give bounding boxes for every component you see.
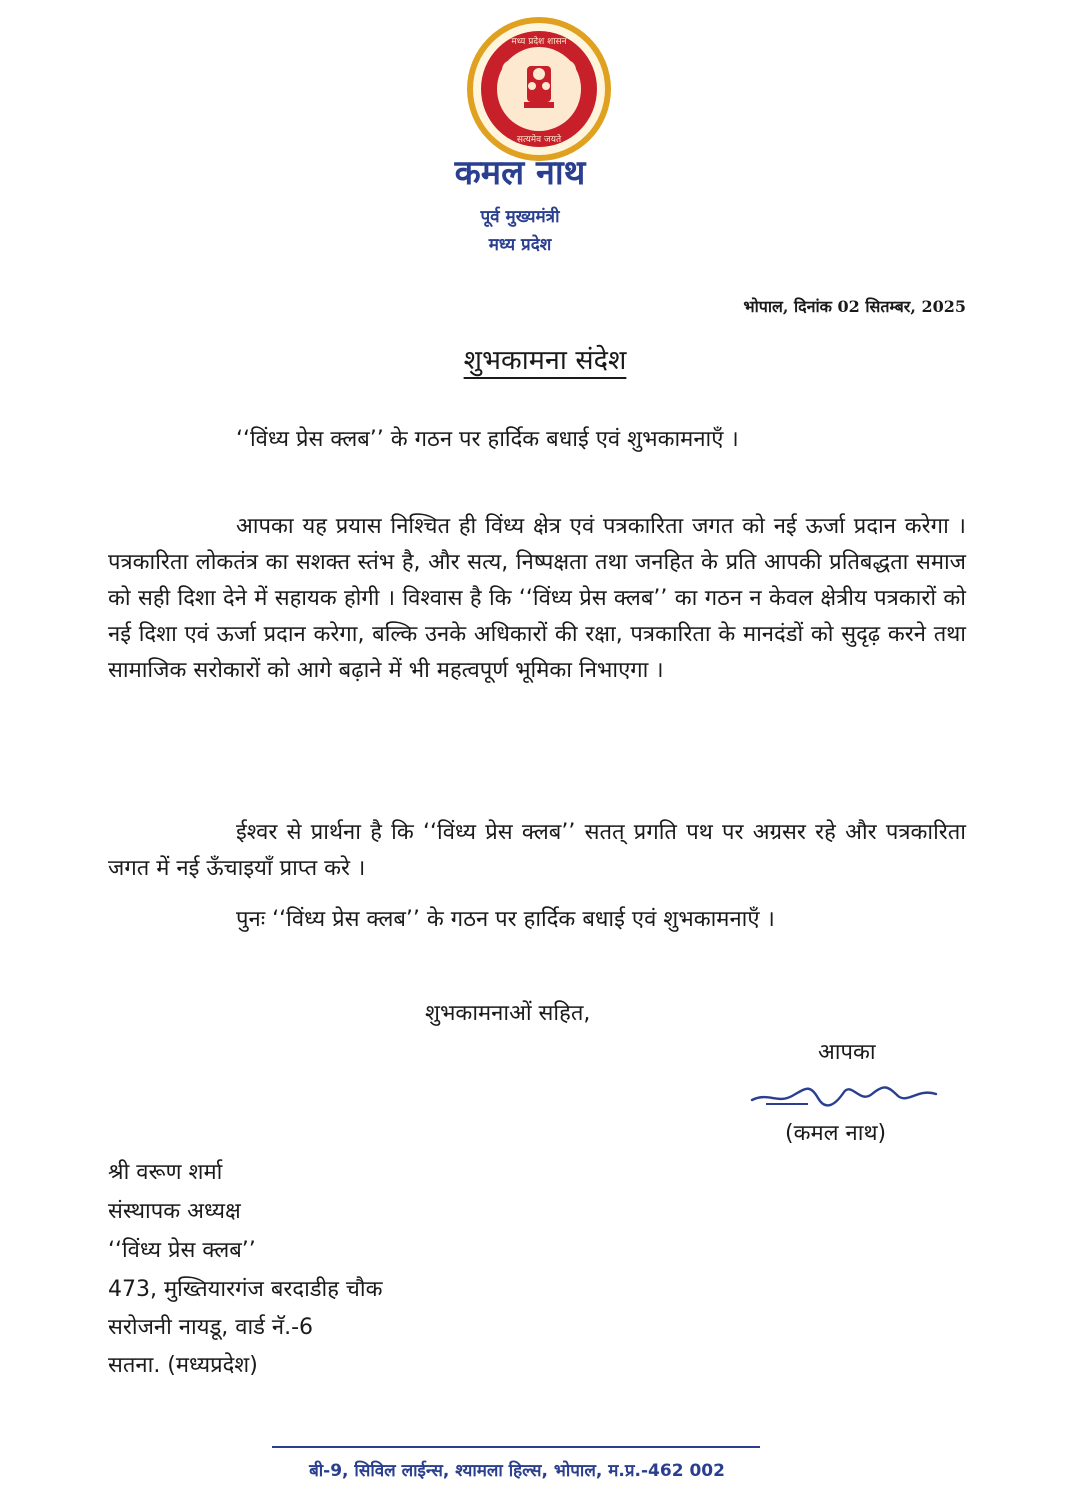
- paragraph-2: आपका यह प्रयास निश्चित ही विंध्य क्षेत्र एवं पत्रकारिता जगत को नई ऊर्जा प्रदान करेगा । पत्रकारिता लोकतंत्र का सशक्त स्तंभ है, और सत्य, निष्पक्षता तथा जनहित के प्रति आपकी प्रतिबद्धता समाज को सही दिशा देने में सहायक होगी । विश्वास है कि ‘‘विंध्य प्रेस क्लब’’ का गठन न केवल क्षेत्रीय पत्रकारों को नई दिशा एवं ऊर्जा प्रदान करेगा, बल्कि उनके अधिकारों की रक्षा, पत्रकारिता के मानदंडों को सुदृढ़ करने तथा सामाजिक सरोकारों को आगे बढ़ाने में भी महत्वपूर्ण भूमिका निभाएगा ।: [108, 514, 966, 683]
- paragraph-3: ईश्वर से प्रार्थना है कि ‘‘विंध्य प्रेस क्लब’’ सतत् प्रगति पथ पर अग्रसर रहे और पत्रकारिता जगत में नई ऊँचाइयाँ प्राप्त करे ।: [108, 820, 966, 881]
- footer-divider: [272, 1446, 760, 1448]
- yours-line: आपका: [818, 1040, 876, 1065]
- recipient-line: सतना. (मध्यप्रदेश): [108, 1353, 258, 1378]
- government-seal-icon: [464, 14, 614, 164]
- recipient-line: 473, मुख्तियारगंज बरदाडीह चौक: [108, 1277, 383, 1302]
- signature-icon: [748, 1074, 940, 1114]
- sender-name: कमल नाथ: [454, 153, 586, 193]
- closing-line: शुभकामनाओं सहित,: [425, 1001, 591, 1026]
- signatory-name: (कमल नाथ): [785, 1121, 887, 1146]
- recipient-line: श्री वरूण शर्मा: [108, 1160, 223, 1185]
- recipient-line: संस्थापक अध्यक्ष: [108, 1199, 241, 1224]
- paragraph-1: ‘‘विंध्य प्रेस क्लब’’ के गठन पर हार्दिक बधाई एवं शुभकामनाएँ ।: [236, 427, 739, 452]
- sender-state: मध्य प्रदेश: [488, 235, 552, 255]
- footer-address: बी-9, सिविल लाईन्स, श्यामला हिल्स, भोपाल, म.प्र.-462 002: [309, 1461, 725, 1481]
- sender-designation: पूर्व मुख्यमंत्री: [480, 207, 560, 227]
- seal-top-text: मध्य प्रदेश शासन: [511, 37, 567, 47]
- date-line: भोपाल, दिनांक 02 सितम्बर, 2025: [743, 297, 966, 316]
- recipient-line: ‘‘विंध्य प्रेस क्लब’’: [108, 1238, 256, 1263]
- recipient-line: सरोजनी नायडू, वार्ड नॅ.-6: [108, 1315, 314, 1340]
- paragraph-4: पुनः ‘‘विंध्य प्रेस क्लब’’ के गठन पर हार्दिक बधाई एवं शुभकामनाएँ ।: [236, 907, 775, 932]
- letter-heading: शुभकामना संदेश: [463, 345, 627, 376]
- seal-motto-text: सत्यमेव जयते: [516, 135, 562, 145]
